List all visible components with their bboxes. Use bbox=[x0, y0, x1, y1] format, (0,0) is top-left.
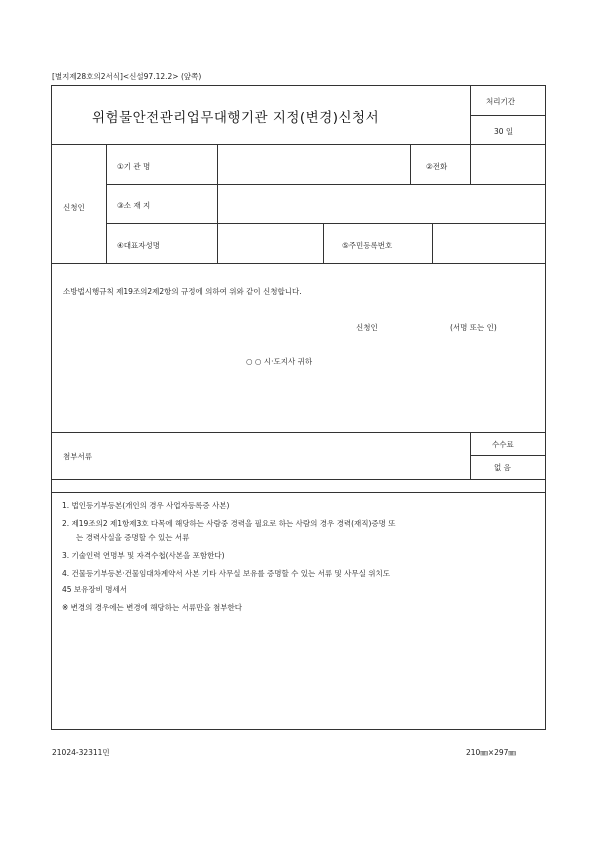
divider bbox=[470, 455, 546, 456]
resident-number-field[interactable] bbox=[433, 224, 545, 262]
org-name-field[interactable] bbox=[218, 145, 410, 183]
address-field[interactable] bbox=[218, 185, 545, 222]
divider bbox=[410, 144, 411, 184]
addressee: ○ ○ 시·도지사 귀하 bbox=[246, 357, 313, 366]
signature-hint: (서명 또는 인) bbox=[450, 323, 497, 332]
processing-period-value: 30 일 bbox=[494, 127, 514, 136]
statement-text: 소방법시행규칙 제19조의2제2항의 규정에 의하여 위와 같이 신청합니다. bbox=[63, 287, 302, 296]
attachments-label: 첨부서류 bbox=[63, 452, 92, 461]
document-item: 3. 기술인력 연명부 및 자격수첩(사본을 포함한다) bbox=[62, 551, 225, 560]
document-item: 는 경력사실을 증명할 수 있는 서류 bbox=[76, 533, 190, 542]
form-number: 21024-32311민 bbox=[52, 748, 110, 757]
resident-number-label: ⑤주민등록번호 bbox=[342, 241, 393, 250]
org-name-label: ①기 관 명 bbox=[117, 162, 151, 171]
processing-period-label: 처리기간 bbox=[486, 97, 515, 106]
divider bbox=[51, 492, 546, 493]
divider bbox=[51, 263, 546, 264]
fee-label: 수수료 bbox=[492, 440, 514, 449]
applicant-section-label: 신청인 bbox=[63, 203, 85, 212]
form-reference: [별지제28호의2서식]<신설97.12.2> (앞쪽) bbox=[52, 72, 202, 81]
page-title: 위험물안전관리업무대행기관 지정(변경)신청서 bbox=[92, 110, 380, 126]
phone-label: ②전화 bbox=[426, 162, 448, 171]
representative-label: ④대표자성명 bbox=[117, 241, 160, 250]
phone-field[interactable] bbox=[471, 145, 545, 183]
document-item: 45 보유장비 명세서 bbox=[62, 585, 128, 594]
paper-size: 210㎜×297㎜ bbox=[466, 748, 516, 757]
divider bbox=[323, 223, 324, 263]
representative-field[interactable] bbox=[218, 224, 322, 262]
fee-value: 없 음 bbox=[494, 463, 511, 472]
document-item: 2. 제19조의2 제1항제3호 다목에 해당하는 사람중 경력을 필요로 하는 사람의 경우 경력(재직)증명 또 bbox=[62, 519, 396, 528]
document-item: 1. 법인등기부등본(개인의 경우 사업자등록증 사본) bbox=[62, 501, 230, 510]
divider bbox=[470, 115, 546, 116]
divider bbox=[51, 479, 546, 480]
divider bbox=[106, 144, 107, 263]
signer-label: 신청인 bbox=[356, 323, 378, 332]
address-label: ③소 재 지 bbox=[117, 201, 151, 210]
document-note: ※ 변경의 경우에는 변경에 해당하는 서류만을 첨부한다 bbox=[62, 603, 242, 612]
document-item: 4. 건물등기부등본·건물임대차계약서 사본 기타 사무실 보유를 증명할 수 있는 서류 및 사무실 위치도 bbox=[62, 569, 390, 578]
divider bbox=[51, 432, 546, 433]
